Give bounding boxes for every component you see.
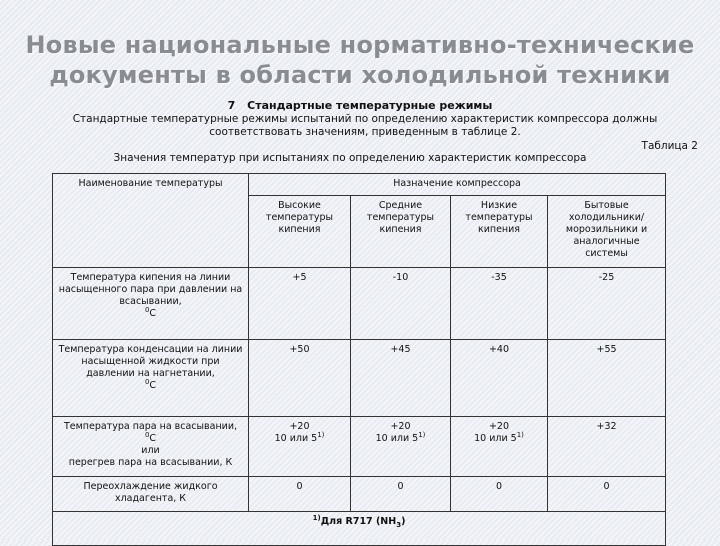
- slide-title: [0, 30, 720, 90]
- section-heading: [0, 99, 720, 112]
- footnote-ref: 1): [516, 430, 524, 439]
- table-caption: Значения температур при испытаниях по определению характеристик компрессора: [113, 152, 587, 164]
- value-cell: -35: [451, 268, 548, 340]
- value-cell: +45: [351, 340, 451, 417]
- footnote-sub: 3: [396, 520, 402, 529]
- intro-paragraph: Стандартные температурные режимы испытаний по определению характеристик компрессора должны соответствовать значениям, приведенным в таблице 2.: [72, 113, 658, 138]
- degree-mark: 0: [144, 377, 150, 386]
- value-cell: +40: [451, 340, 548, 417]
- value: +20: [289, 421, 310, 432]
- row-name: Температура конденсации на линии насыщенной жидкости при давлении на нагнетании,: [58, 344, 243, 379]
- row-name-alt: перегрев пара на всасывании, К: [68, 457, 233, 468]
- footnote-row: [53, 512, 666, 546]
- unit-label: С: [149, 433, 157, 444]
- row-name: Температура пара на всасывании,: [63, 421, 238, 432]
- row-name: Переохлаждение жидкого хладагента, К: [83, 481, 218, 504]
- table-number: Таблица 2: [641, 140, 698, 152]
- section-number: 7: [227, 99, 236, 112]
- value-cell: +32: [548, 417, 666, 477]
- unit-label: С: [149, 308, 157, 319]
- value-cell: 0: [548, 477, 666, 512]
- footnote-close: ): [401, 516, 406, 527]
- table-row: [53, 268, 666, 340]
- footnote-mark: 1): [312, 513, 321, 522]
- temperature-table: [52, 173, 666, 546]
- footnote-cell: [53, 512, 666, 546]
- value-cell: +5: [249, 268, 351, 340]
- header-purpose: Назначение компрессора: [393, 178, 521, 189]
- value-cell: 0: [451, 477, 548, 512]
- row-name-cell: [53, 477, 249, 512]
- header-name: Наименование температуры: [78, 178, 223, 189]
- row-name-cell: [53, 417, 249, 477]
- column-header: Низкие температуры кипения: [451, 196, 548, 268]
- table-row: [53, 340, 666, 417]
- value-cell: 0: [249, 477, 351, 512]
- degree-mark: 0: [144, 305, 150, 314]
- slide-title-line1: Новые национальные нормативно-технические: [25, 31, 695, 59]
- row-name-cell: [53, 340, 249, 417]
- table-row: [53, 477, 666, 512]
- degree-mark: 0: [144, 430, 150, 439]
- footnote-ref: 1): [418, 430, 426, 439]
- unit-label: С: [149, 380, 157, 391]
- alt-value: 10 или 5: [274, 433, 318, 444]
- table-row: [53, 417, 666, 477]
- column-header: Средние температуры кипения: [351, 196, 451, 268]
- value-cell: +55: [548, 340, 666, 417]
- value-cell: +50: [249, 340, 351, 417]
- value-cell: -25: [548, 268, 666, 340]
- column-header: Высокие температуры кипения: [249, 196, 351, 268]
- value-cell: [351, 417, 451, 477]
- section-title: Стандартные температурные режимы: [247, 99, 493, 112]
- footnote-ref: 1): [317, 430, 325, 439]
- footnote-text: Для R717 (NH: [320, 516, 397, 527]
- value: +20: [390, 421, 411, 432]
- row-name: Температура кипения на линии насыщенного пара при давлении на всасывании,: [58, 272, 243, 307]
- column-header: Бытовые холодильники/ морозильники и аналогичные системы: [548, 196, 666, 268]
- slide-title-line2: документы в области холодильной техники: [49, 61, 671, 89]
- row-name-cell: [53, 268, 249, 340]
- header-name-cell: [53, 174, 249, 268]
- value: +20: [488, 421, 510, 432]
- alt-value: 10 или 5: [375, 433, 419, 444]
- header-purpose-cell: [249, 174, 666, 196]
- value-cell: [249, 417, 351, 477]
- value-cell: 0: [351, 477, 451, 512]
- alt-value: 10 или 5: [474, 433, 517, 444]
- value-cell: [451, 417, 548, 477]
- value-cell: -10: [351, 268, 451, 340]
- row-name-or: или: [141, 445, 160, 456]
